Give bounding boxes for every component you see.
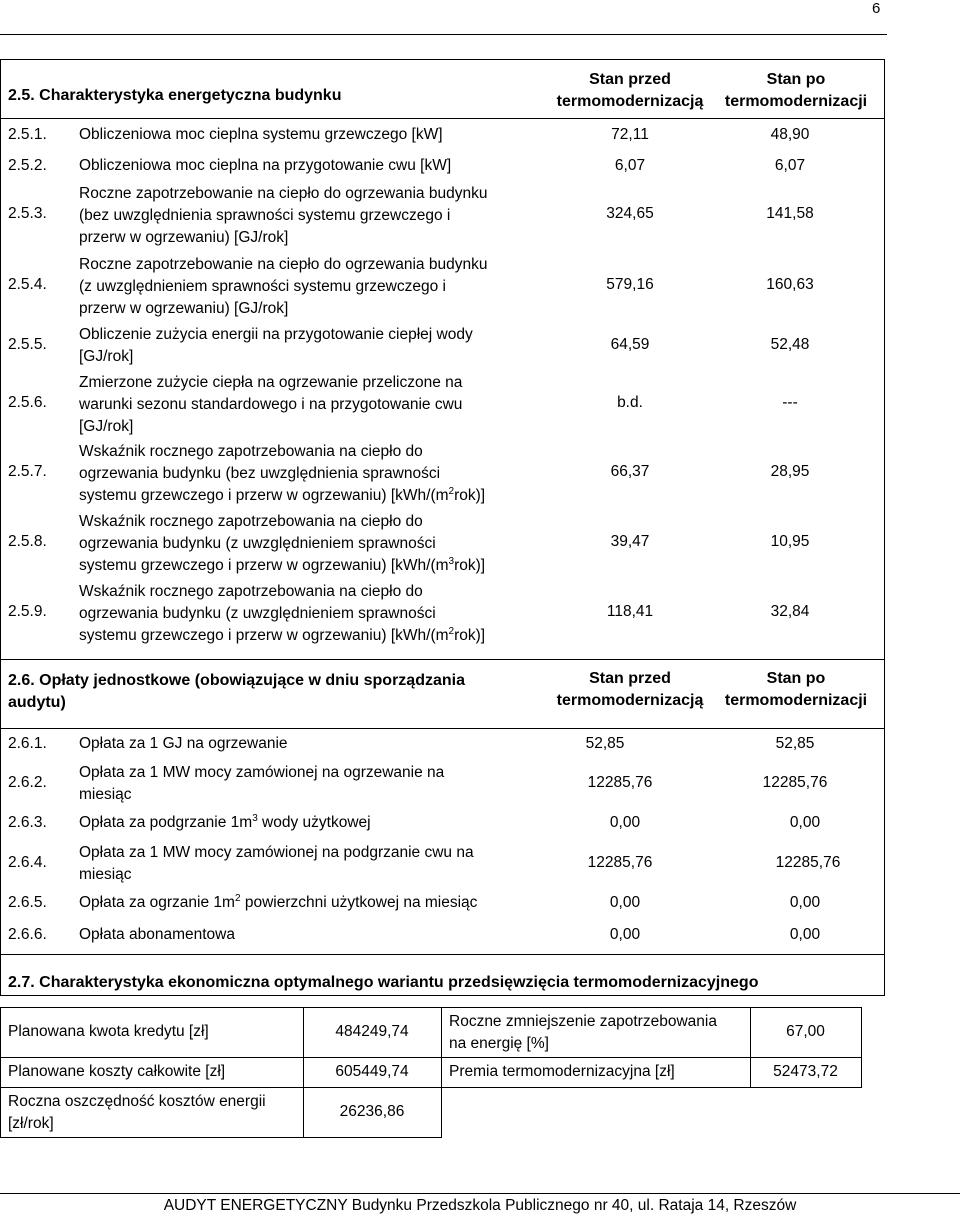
section-2-6-title: 2.6. Opłaty jednostkowe (obowiązujące w dniu sporządzania audytu) [8,672,465,711]
value-after: 52,48 [770,336,810,353]
value-before: 72,11 [611,126,649,143]
kredyt-value: 484249,74 [335,1023,409,1040]
zmniejszenie-label: Roczne zmniejszenie zapotrzebowania na energię [%] [449,1013,717,1052]
row-number: 2.6.3. [8,814,47,831]
row-label: Opłata za 1 GJ na ogrzewanie [79,735,288,752]
value-after: 10,95 [770,533,810,550]
value-after: 12285,76 [762,774,828,791]
column-header-after: Stan po termomodernizacji [724,670,868,709]
footer-rule [0,1193,960,1194]
row-number: 2.5.7. [8,463,47,480]
value-before: 6,07 [614,157,646,174]
row-number: 2.6.5. [8,894,47,911]
section-2-5-title: 2.5. Charakterystyka energetyczna budynku [8,87,342,104]
row-number: 2.5.3. [8,205,47,222]
row-number: 2.5.5. [8,336,47,353]
koszty-value: 605449,74 [335,1063,409,1080]
row-label: Wskaźnik rocznego zapotrzebowania na ciepło do ogrzewania budynku (bez uwzględnienia sprawności systemu grzewczego i przerw w ogrzewaniu) $[kWh/(m^2rok)]$ [79,443,486,504]
row-label: Opłata abonamentowa [79,926,235,943]
row-number: 2.6.1. [8,735,47,752]
value-before: 64,59 [610,336,650,353]
row-number: 2.5.8. [8,533,47,550]
premia-value: 52473,72 [773,1063,838,1080]
value-after: --- [782,394,798,411]
column-header-before: Stan przed termomodernizacją [556,670,704,709]
value-after: 12285,76 [775,854,841,871]
value-after: 28,95 [770,463,810,480]
row-label: Obliczeniowa moc cieplna na przygotowanie cwu [kW] [79,157,452,174]
value-before: 579,16 [606,276,654,293]
oszczednosc-value: 26236,86 [339,1103,405,1120]
row-number: 2.5.4. [8,276,47,293]
row-number: 2.5.6. [8,394,47,411]
row-label: Opłata za ogrzanie $1m^2$ powierzchni użytkowej na miesiąc [79,893,478,911]
value-before: 118,41 [606,603,654,620]
value-before: 12285,76 [587,774,653,791]
value-before: 39,47 [610,533,650,550]
row-number: 2.6.4. [8,854,47,871]
value-before: 52,85 [585,735,625,752]
value-before: b.d. [617,394,643,411]
value-before: 66,37 [610,463,650,480]
page-number: 6 [872,0,881,17]
row-label: Obliczeniowa moc cieplna systemu grzewczego [kW] [79,126,443,143]
value-after: 32,84 [770,603,810,620]
row-label: Roczne zapotrzebowanie na ciepło do ogrzewania budynku (bez uwzględnienia sprawności systemu grzewczego i przerw w ogrzewaniu) [GJ/rok] [79,185,488,246]
value-after: 52,85 [775,735,815,752]
value-after: 141,58 [766,205,814,222]
value-after: 6,07 [774,157,806,174]
row-label: Wskaźnik rocznego zapotrzebowania na ciepło do ogrzewania budynku (z uwzględnieniem sprawności systemu grzewczego i przerw w ogrzewaniu) $[kWh/(m^2rok)]$ [79,583,486,644]
value-before: 0,00 [609,894,641,911]
premia-label: Premia termomodernizacyjna [zł] [449,1063,675,1080]
zmniejszenie-value: 67,00 [786,1023,825,1040]
row-label: Opłata za 1 MW mocy zamówionej na podgrzanie cwu na miesiąc [79,844,474,883]
row-label: Obliczenie zużycia energii na przygotowanie ciepłej wody [GJ/rok] [79,326,473,365]
row-label: Opłata za 1 MW mocy zamówionej na ogrzewanie na miesiąc [79,764,445,803]
value-after: 48,90 [770,126,810,143]
value-before: 0,00 [609,814,641,831]
value-before: 324,65 [606,205,654,222]
row-label: Zmierzone zużycie ciepła na ogrzewanie przeliczone na warunki sezonu standardowego i na przygotowanie cwu [GJ/rok] [79,374,463,435]
value-after: 0,00 [789,814,821,831]
value-before: 0,00 [609,926,641,943]
row-number: 2.5.2. [8,157,47,174]
value-after: 0,00 [789,894,821,911]
footer-text: AUDYT ENERGETYCZNY Budynku Przedszkola Publicznego nr 40, ul. Rataja 14, Rzeszów [163,1197,797,1214]
kredyt-label: Planowana kwota kredytu [zł] [8,1023,209,1040]
value-before: 12285,76 [587,854,653,871]
row-number: 2.6.2. [8,774,47,791]
row-label: Opłata za podgrzanie $1m^3$ wody użytkowej [79,813,371,831]
header-rule [0,34,887,35]
value-after: 160,63 [766,276,814,293]
row-number: 2.6.6. [8,926,47,943]
row-number: 2.5.9. [8,603,47,620]
column-header-after: Stan po termomodernizacji [724,71,868,110]
column-header-before: Stan przed termomodernizacją [556,71,704,110]
section-2-7-title: 2.7. Charakterystyka ekonomiczna optymalnego wariantu przedsięwzięcia termomodernizacyjnego [8,974,759,991]
value-after: 0,00 [789,926,821,943]
row-number: 2.5.1. [8,126,47,143]
oszczednosc-label: Roczna oszczędność kosztów energii [zł/rok] [8,1093,266,1132]
row-label: Wskaźnik rocznego zapotrzebowania na ciepło do ogrzewania budynku (z uwzględnieniem sprawności systemu grzewczego i przerw w ogrzewaniu) $[kWh/(m^3rok)]$ [79,513,486,574]
row-label: Roczne zapotrzebowanie na ciepło do ogrzewania budynku (z uwzględnieniem sprawności systemu grzewczego i przerw w ogrzewaniu) [GJ/rok] [79,256,488,317]
koszty-label: Planowane koszty całkowite [zł] [8,1063,226,1080]
